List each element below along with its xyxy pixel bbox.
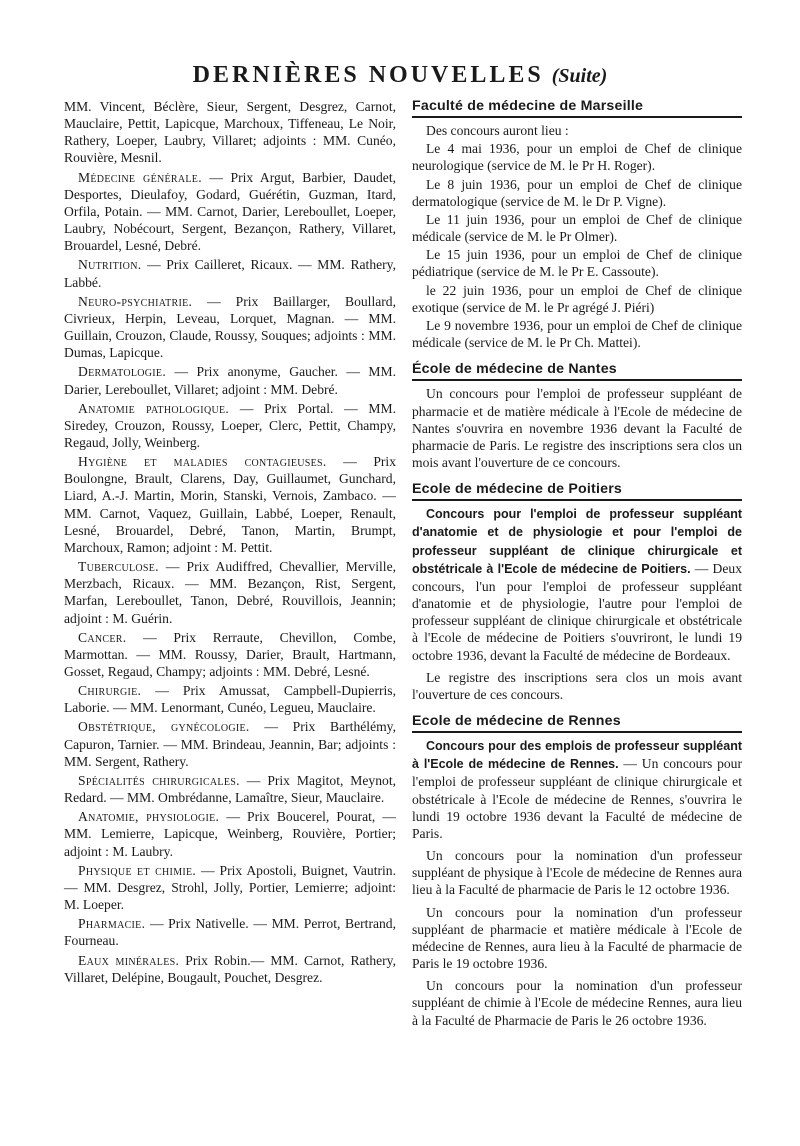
- page-title: DERNIÈRES NOUVELLES: [192, 62, 544, 88]
- prize-entry-label: Eaux minérales.: [78, 952, 180, 968]
- rennes-paragraph: [412, 737, 742, 842]
- section-heading-marseille: Faculté de médecine de Marseille: [412, 98, 742, 118]
- marseille-item: Le 4 mai 1936, pour un emploi de Chef de clinique neurologique (service de M. le Pr H. Roger).: [412, 141, 742, 174]
- prize-entry: [64, 363, 396, 397]
- prize-entry-label: Dermatologie.: [78, 364, 167, 380]
- prize-entry: [64, 256, 396, 290]
- rennes-paragraph-3: Un concours pour la nomination d'un professeur suppléant de pharmacie et matière médicale à l'Ecole de médecine de Rennes, aura lieu à la Faculté de pharmacie de Paris le 19 octobre 1936.: [412, 904, 742, 972]
- nantes-paragraph: Un concours pour l'emploi de professeur suppléant de pharmacie et de matière médicale à l'Ecole de médecine de Nantes s'ouvrira en novembre 1936 devant la Faculté de pharmacie de Paris. Le registre des inscriptions sera clos un mois avant l'ouverture de ce concours.: [412, 386, 742, 470]
- page-header: [0, 62, 800, 89]
- marseille-intro: Des concours auront lieu :: [426, 123, 569, 139]
- prize-entry: [64, 862, 396, 913]
- prize-entry-label: Hygiène et maladies contagieuses.: [78, 454, 327, 470]
- prize-entry: [64, 453, 396, 556]
- prize-entry-label: Spécialités chirurgicales.: [78, 772, 240, 788]
- prize-entry-text: — Prix Portal. — MM. Siredey, Crouzon, Roussy, Loeper, Clerc, Pettit, Champy, Regaud, Jolly, Weinberg.: [64, 400, 396, 450]
- prize-entry: [64, 952, 396, 986]
- prize-entry-text: — Prix Boucerel, Pourat, — MM. Lemierre, Lapicque, Weinberg, Rouvière, Portier; adjoint : M. Laubry.: [64, 809, 396, 859]
- prize-entry-text: — Prix Rerraute, Chevillon, Combe, Marmottan. — MM. Roussy, Darier, Brault, Hartmann, Gosset, Regaud, Champy; adjoints : MM. Debré, Lesné.: [64, 629, 396, 679]
- marseille-list: [412, 122, 742, 351]
- poitiers-paragraph-2: Le registre des inscriptions sera clos un mois avant l'ouverture de ces concours.: [412, 669, 742, 702]
- poitiers-bold-lead: Concours pour l'emploi de professeur suppléant d'anatomie et de physiologie et pour l'emploi de professeur suppléant de clinique chirurgicale et obstétricale à l'Ecole de médecine de Poitiers.: [412, 507, 742, 576]
- prize-entry: [64, 558, 396, 627]
- section-heading-nantes: École de médecine de Nantes: [412, 361, 742, 381]
- prize-entry-label: Chirurgie.: [78, 683, 142, 699]
- prize-entry-label: Pharmacie.: [78, 916, 146, 932]
- prize-entry-text: — Prix anonyme, Gaucher. — MM. Darier, Lereboullet, Villaret; adjoint : MM. Debré.: [64, 364, 396, 397]
- section-heading-poitiers: Ecole de médecine de Poitiers: [412, 481, 742, 501]
- section-heading-rennes: Ecole de médecine de Rennes: [412, 713, 742, 733]
- marseille-item: Le 9 novembre 1936, pour un emploi de Chef de clinique médicale (service de M. le Pr Ch. Mattei).: [412, 317, 742, 351]
- prize-entry-text: — Prix Audiffred, Chevallier, Merville, Merzbach, Ricaux. — MM. Bezançon, Rist, Sergent, Marfan, Lereboullet, Tanon, Debré, Rouvillois, Jeannin; adjoint : M. Guérin.: [64, 559, 396, 626]
- prize-entry-label: Médecine générale.: [78, 169, 202, 185]
- prize-entry-text: — Prix Baillarger, Boullard, Civrieux, Herpin, Leveau, Lorquet, Magnan. — MM. Guillain, Crouzon, Claude, Roussy, Souques; adjoints : MM. Dumas, Lapicque.: [64, 293, 396, 361]
- prize-entry-label: Anatomie, physiologie.: [78, 809, 220, 825]
- rennes-paragraph-4: Un concours pour la nomination d'un professeur suppléant de chimie à l'Ecole de médecine Rennes, aura lieu à la Faculté de Pharmacie de Paris le 26 octobre 1936.: [412, 978, 742, 1028]
- prize-entry-text: — Prix Argut, Barbier, Daudet, Desportes, Dieulafoy, Godard, Guérétin, Guzman, Itard, Orfila, Potain. — MM. Carnot, Darier, Lereboullet, Loeper, Laubry, Nobécourt, Sergent, Bezançon, Rathery, Villaret, Brouardel, Lesné, Debré.: [64, 169, 397, 254]
- prize-entry-label: Obstétrique, gynécologie.: [78, 719, 250, 735]
- poitiers-paragraph: [412, 505, 742, 663]
- prize-entry-text: Prix Robin.— MM. Carnot, Rathery, Villaret, Delépine, Bougault, Pouchet, Desgrez.: [64, 952, 396, 985]
- marseille-items: [412, 140, 742, 351]
- prize-entry-text: — Prix Apostoli, Buignet, Vautrin. — MM. Desgrez, Strohl, Jolly, Portier, Lemierre; adjoint: M. Loeper.: [64, 862, 396, 913]
- prize-entry-label: Nutrition.: [78, 257, 142, 273]
- prize-entry: [64, 808, 396, 859]
- marseille-item: Le 11 juin 1936, pour un emploi de Chef de clinique médicale (service de M. le Pr Olmer).: [412, 211, 742, 245]
- rennes-text: — Un concours pour l'emploi de professeur suppléant de clinique chirurgicale et obstétricale à l'Ecole de médecine de Rennes, s'ouvrira le lundi 19 octobre 1936 devant la Faculté de médecine de Paris.: [412, 756, 742, 841]
- intro-paragraph: MM. Vincent, Béclère, Sieur, Sergent, Desgrez, Carnot, Mauclaire, Pettit, Lapicque, Marchoux, Tiffeneau, Le Noir, Rathery, Loeper, Laubry, Villaret; adjoints : MM. Cunéo, Rouvière, Mesnil.: [64, 99, 396, 166]
- marseille-item: le 22 juin 1936, pour un emploi de Chef de clinique exotique (service de M. le Pr agrégé J. Piéri): [412, 282, 742, 315]
- prize-entry-text: — Prix Amussat, Campbell-Dupierris, Laborie. — MM. Lenormant, Cunéo, Legueu, Mauclaire.: [64, 683, 396, 716]
- prize-entry-label: Physique et chimie.: [78, 862, 197, 878]
- prize-entry-label: Cancer.: [78, 629, 127, 645]
- prize-entry-text: — Prix Nativelle. — MM. Perrot, Bertrand, Fourneau.: [64, 916, 396, 949]
- poitiers-text: — Deux concours, l'un pour l'emploi de professeur suppléant d'anatomie et de physiologie, l'autre pour l'emploi de professeur suppléant de clinique chirurgicale et obstétricale à l'Ecole de médecine de Poitiers s'ouvriront, le lundi 19 octobre 1936, devant la Faculté de médecine de Bordeaux.: [412, 560, 742, 663]
- prize-entry-text: — Prix Barthélémy, Capuron, Tarnier. — MM. Brindeau, Jeannin, Bar; adjoints : MM. Sergent, Rathery.: [64, 719, 396, 769]
- page-title-suite: (Suite): [551, 65, 608, 87]
- rennes-paragraph-2: Un concours pour la nomination d'un professeur suppléant de physique à l'Ecole de médecine de Rennes aura lieu à la Faculté de pharmacie de Paris le 12 octobre 1936.: [412, 848, 742, 898]
- prize-entry-text: — Prix Boulongne, Brault, Clarens, Day, Guillaumet, Gunchard, Liard, A.-J. Martin, Morin, Stanski, Vernois, Zambaco. — MM. Carnot, Vaquez, Guillain, Labbé, Loeper, Renault, Lesné, Brouardel, Debré, Tanon, Martin, Brumpt, Marchoux, Ramon; adjoint : M. Pettit.: [64, 454, 396, 555]
- prize-entry-label: Neuro-psychiatrie.: [78, 293, 193, 309]
- prize-entry: [64, 915, 396, 949]
- prize-entry-text: — Prix Magitot, Meynot, Redard. — MM. Ombrédanne, Lamaître, Sieur, Mauclaire.: [64, 772, 396, 806]
- marseille-item: Le 15 juin 1936, pour un emploi de Chef de clinique pédiatrique (service de M. le Pr E. Cassoute).: [412, 247, 742, 280]
- left-column: [64, 98, 396, 988]
- marseille-item: Le 8 juin 1936, pour un emploi de Chef de clinique dermatologique (service de M. le Dr P. Vigne).: [412, 176, 742, 209]
- prize-entry-text: — Prix Cailleret, Ricaux. — MM. Rathery, Labbé.: [64, 257, 396, 290]
- prize-entry: [64, 169, 396, 255]
- prize-entry: [64, 400, 396, 451]
- prize-entry: [64, 293, 396, 362]
- rennes-bold-lead: Concours pour des emplois de professeur suppléant à l'Ecole de médecine de Rennes.: [412, 739, 742, 772]
- prize-entry: [64, 772, 396, 806]
- prize-list: [64, 169, 396, 986]
- prize-entry-label: Anatomie pathologique.: [78, 400, 230, 416]
- prize-entry: [64, 629, 396, 680]
- prize-entry: [64, 682, 396, 716]
- prize-entry-label: Tuberculose.: [78, 559, 159, 575]
- right-column: [412, 98, 742, 1034]
- prize-entry: [64, 718, 396, 769]
